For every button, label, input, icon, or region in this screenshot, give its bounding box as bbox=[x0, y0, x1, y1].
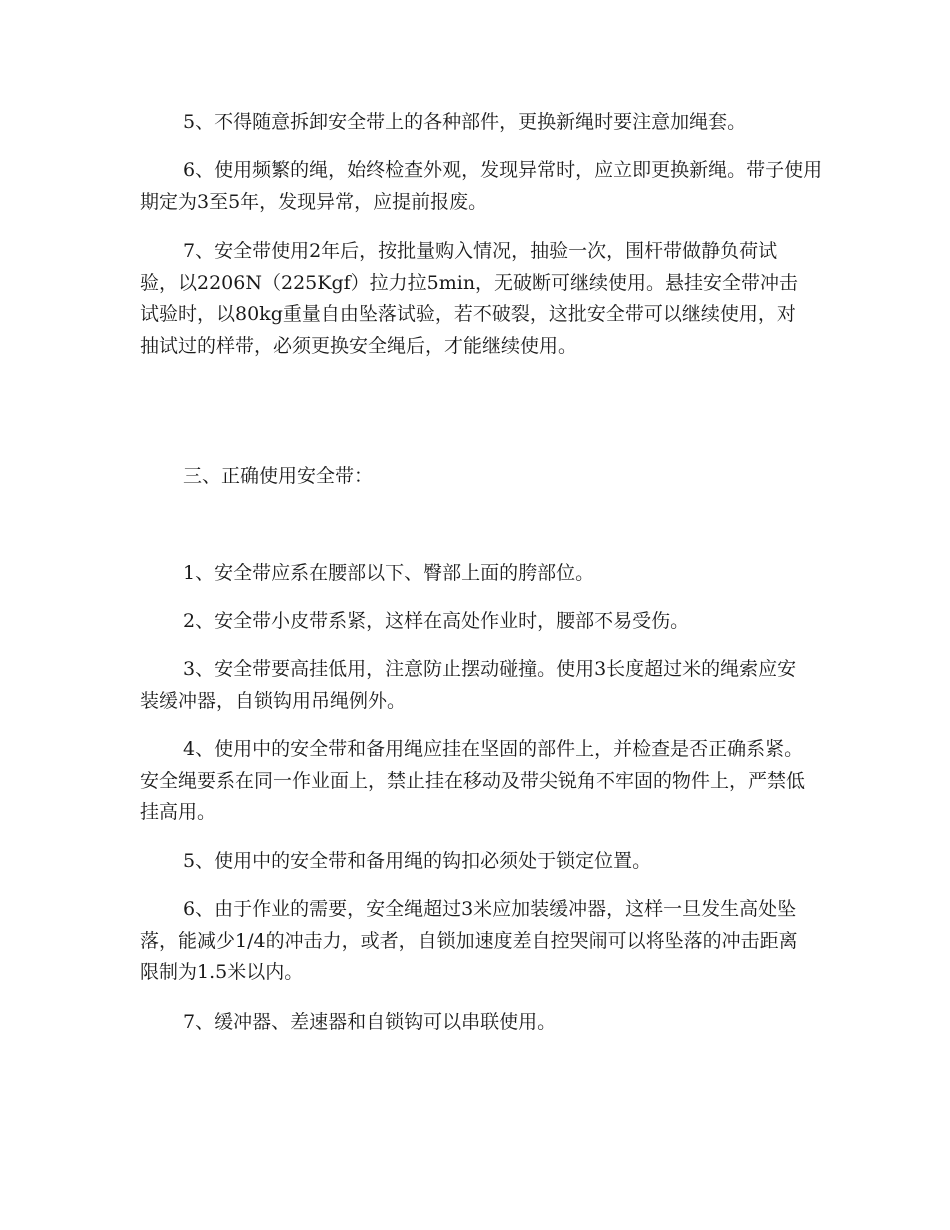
paragraph-bottom-2: 2、安全带小皮带系紧，这样在高处作业时，腰部不易受伤。 bbox=[183, 610, 690, 632]
paragraph-top-7: 7、安全带使用2年后，按批量购入情况，抽验一次，围杆带做静负荷试验，以2206N（225Kgf）拉力拉5min，无破断可继续使用。悬挂安全带冲击试验时，以80kg重量自由坠落试验，若不破裂，这批安全带可以继续使用，对抽试过的样带，必须更换安全绳后，才能继续使用。 bbox=[140, 240, 799, 357]
paragraph-bottom-4: 4、使用中的安全带和备用绳应挂在坚固的部件上，并检查是否正确系紧。安全绳要系在同一作业面上，禁止挂在移动及带尖锐角不牢固的物件上，严禁低挂高用。 bbox=[140, 738, 806, 823]
paragraph-top-5: 5、不得随意拆卸安全带上的各种部件，更换新绳时要注意加绳套。 bbox=[183, 111, 747, 133]
paragraph-bottom-7: 7、缓冲器、差速器和自锁钩可以串联使用。 bbox=[183, 1011, 557, 1033]
section-heading: 三、正确使用安全带： bbox=[183, 465, 374, 487]
paragraph-bottom-1: 1、安全带应系在腰部以下、臀部上面的胯部位。 bbox=[183, 562, 595, 584]
paragraph-top-6: 6、使用频繁的绳，始终检查外观，发现异常时，应立即更换新绳。带子使用期定为3至5年，发现异常，应提前报废。 bbox=[140, 159, 823, 213]
paragraph-bottom-6: 6、由于作业的需要，安全绳超过3米应加装缓冲器，这样一旦发生高处坠落，能减少1/4的冲击力，或者，自锁加速度差自控哭闹可以将坠落的冲击距离限制为1.5米以内。 bbox=[140, 898, 798, 983]
paragraph-bottom-3: 3、安全带要高挂低用，注意防止摆动碰撞。使用3长度超过米的绳索应安装缓冲器，自锁钩用吊绳例外。 bbox=[140, 658, 797, 712]
paragraph-bottom-5: 5、使用中的安全带和备用绳的钩扣必须处于锁定位置。 bbox=[183, 850, 652, 872]
